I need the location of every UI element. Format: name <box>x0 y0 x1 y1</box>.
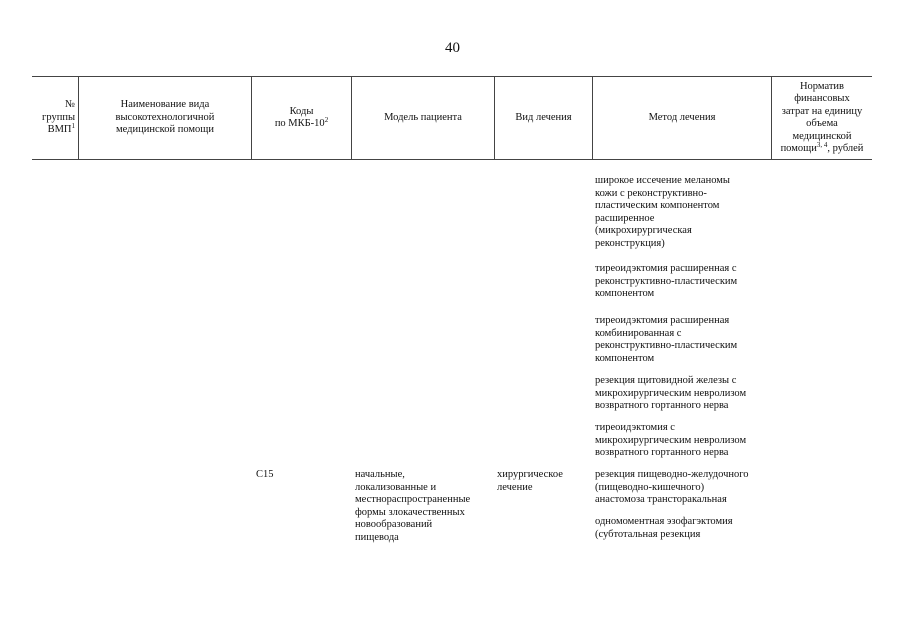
method-item: тиреоидэктомия с микрохирургическим невролизом возвратного гортанного нерва <box>595 422 747 458</box>
header-treatment-type: Вид лечения <box>515 111 572 123</box>
icd-code-cell: C15 <box>256 469 274 480</box>
method-item: тиреоидэктомия расширенная с реконструктивно-пластическим компонентом <box>595 263 738 299</box>
patient-model-cell: начальные, локализованные и местнораспространенные формы злокачественных новообразований пищевода <box>355 469 471 543</box>
header-patient-model: Модель пациента <box>384 111 462 123</box>
header-treatment-method: Метод лечения <box>648 111 716 123</box>
treatment-type-cell: хирургическое лечение <box>497 469 563 493</box>
page-number: 40 <box>445 40 460 56</box>
method-item: тиреоидэктомия расширенная комбинированная с реконструктивно-пластическим компонентом <box>595 315 738 364</box>
table-header-bottom-rule <box>32 159 872 160</box>
method-item: резекция щитовидной железы с микрохирургическим невролизом возвратного гортанного нерва <box>595 375 747 411</box>
header-icd-codes: Коды по МКБ-$10^2$ <box>274 105 329 129</box>
header-cost-norm: Норматив финансовых затрат на единицу объема медицинской помощи$^{3, 4}$, рублей <box>780 80 864 154</box>
method-item: широкое иссечение меланомы кожи с реконструктивно- пластическим компонентом расширенное (микрохирургическая реконструкция) <box>595 175 730 249</box>
method-item: резекция пищеводно-желудочного (пищеводно-кишечного) анастомоза трансторакальная <box>595 469 749 505</box>
method-item: одномоментная эзофагэктомия (субтотальная резекция <box>595 516 733 540</box>
header-care-type-name: Наименование вида высокотехнологичной медицинской помощи <box>115 99 215 136</box>
header-group-number: № группы ВМП$^1$ <box>42 99 75 136</box>
